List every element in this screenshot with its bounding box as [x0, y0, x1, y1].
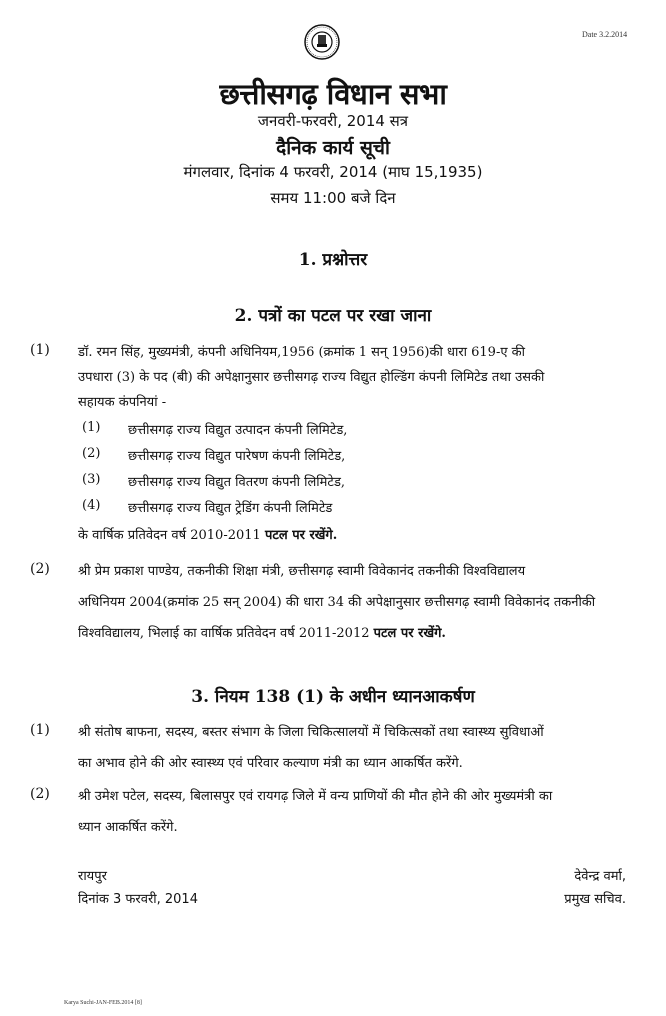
- subitem-number: (4): [82, 498, 101, 513]
- issue-date: दिनांक 3 फरवरी, 2014: [78, 892, 198, 907]
- subitem-number: (3): [82, 472, 101, 487]
- date-stamp: Date 3.2.2014: [582, 30, 628, 39]
- item-text-line: का अभाव होने की ओर स्वास्थ्य एवं परिवार कल्याण मंत्री का ध्यान आकर्षित करेंगे.: [78, 756, 463, 771]
- sitting-time: समय 11:00 बजे दिन: [270, 189, 396, 207]
- closing-bold-text: पटल पर रखेंगे.: [264, 528, 338, 543]
- document-title: दैनिक कार्य सूची: [276, 137, 390, 159]
- subitem-text: छत्तीसगढ़ राज्य विद्युत ट्रेडिंग कंपनी लिमिटेड: [128, 501, 333, 516]
- line-bold-text: पटल पर रखेंगे.: [373, 626, 446, 641]
- signatory-name: देवेन्द्र वर्मा,: [574, 869, 626, 884]
- section-heading-papers: 2. पत्रों का पटल पर रखा जाना: [234, 306, 432, 326]
- subitem-number: (1): [82, 420, 101, 435]
- closing-text: के वार्षिक प्रतिवेदन वर्ष 2010-2011: [78, 528, 261, 543]
- item-text-line: डॉ. रमन सिंह, मुख्यमंत्री, कंपनी अधिनियम,1956 (क्रमांक 1 सन् 1956)की धारा 619-ए की: [78, 345, 526, 360]
- item-number: (1): [30, 722, 50, 738]
- section-heading-calling-attention: 3. नियम 138 (1) के अधीन ध्यानआकर्षण: [191, 687, 475, 707]
- item-text-line: सहायक कंपनियां -: [78, 395, 167, 410]
- item-text-line: श्री संतोष बाफना, सदस्य, बस्तर संभाग के जिला चिकित्सालयों में चिकित्सकों तथा स्वास्थ्य सुविधाओं: [78, 725, 544, 740]
- subitem-text: छत्तीसगढ़ राज्य विद्युत वितरण कंपनी लिमिटेड,: [128, 475, 346, 490]
- subitem-text: छत्तीसगढ़ राज्य विद्युत उत्पादन कंपनी लिमिटेड,: [128, 423, 348, 438]
- place-label: रायपुर: [78, 869, 107, 884]
- item-text-line: ध्यान आकर्षित करेंगे.: [78, 820, 178, 835]
- footer-reference: Karya Suchi-JAN-FEB.2014 [8]: [64, 1000, 142, 1006]
- line-text: विश्वविद्यालय, भिलाई का वार्षिक प्रतिवेदन वर्ष 2011-2012: [78, 626, 370, 641]
- page-title: छत्तीसगढ़ विधान सभा: [219, 77, 447, 111]
- subitem-text: छत्तीसगढ़ राज्य विद्युत पारेषण कंपनी लिमिटेड,: [128, 449, 346, 464]
- session-label: जनवरी-फरवरी, 2014 सत्र: [257, 112, 409, 130]
- item-number: (1): [30, 342, 50, 358]
- section-heading-questions: 1. प्रश्नोत्तर: [298, 250, 368, 270]
- item-text-line: श्री उमेश पटेल, सदस्य, बिलासपुर एवं रायगढ़ जिले में वन्य प्राणियों की मौत होने की ओर मुख्यमंत्री का: [78, 789, 553, 804]
- item-text-line: उपधारा (3) के पद (बी) की अपेक्षानुसार छत्तीसगढ़ राज्य विद्युत होल्डिंग कंपनी लिमिटेड तथा उसकी: [78, 370, 545, 385]
- signatory-designation: प्रमुख सचिव.: [564, 892, 626, 907]
- subitem-number: (2): [82, 446, 101, 461]
- item-number: (2): [30, 786, 50, 802]
- item-text-line: अधिनियम 2004(क्रमांक 25 सन् 2004) की धारा 34 की अपेक्षानुसार छत्तीसगढ़ स्वामी विवेकानंद तकनीकी: [78, 595, 596, 610]
- item-closing-line: [78, 525, 337, 543]
- item-text-line: [78, 623, 446, 641]
- item-text-line: श्री प्रेम प्रकाश पाण्डेय, तकनीकी शिक्षा मंत्री, छत्तीसगढ़ स्वामी विवेकानंद तकनीकी विश्वविद्यालय: [78, 564, 526, 579]
- item-number: (2): [30, 561, 50, 577]
- sitting-date: मंगलवार, दिनांक 4 फरवरी, 2014 (माघ 15,1935): [183, 163, 483, 181]
- emblem-seal-icon: [304, 24, 340, 60]
